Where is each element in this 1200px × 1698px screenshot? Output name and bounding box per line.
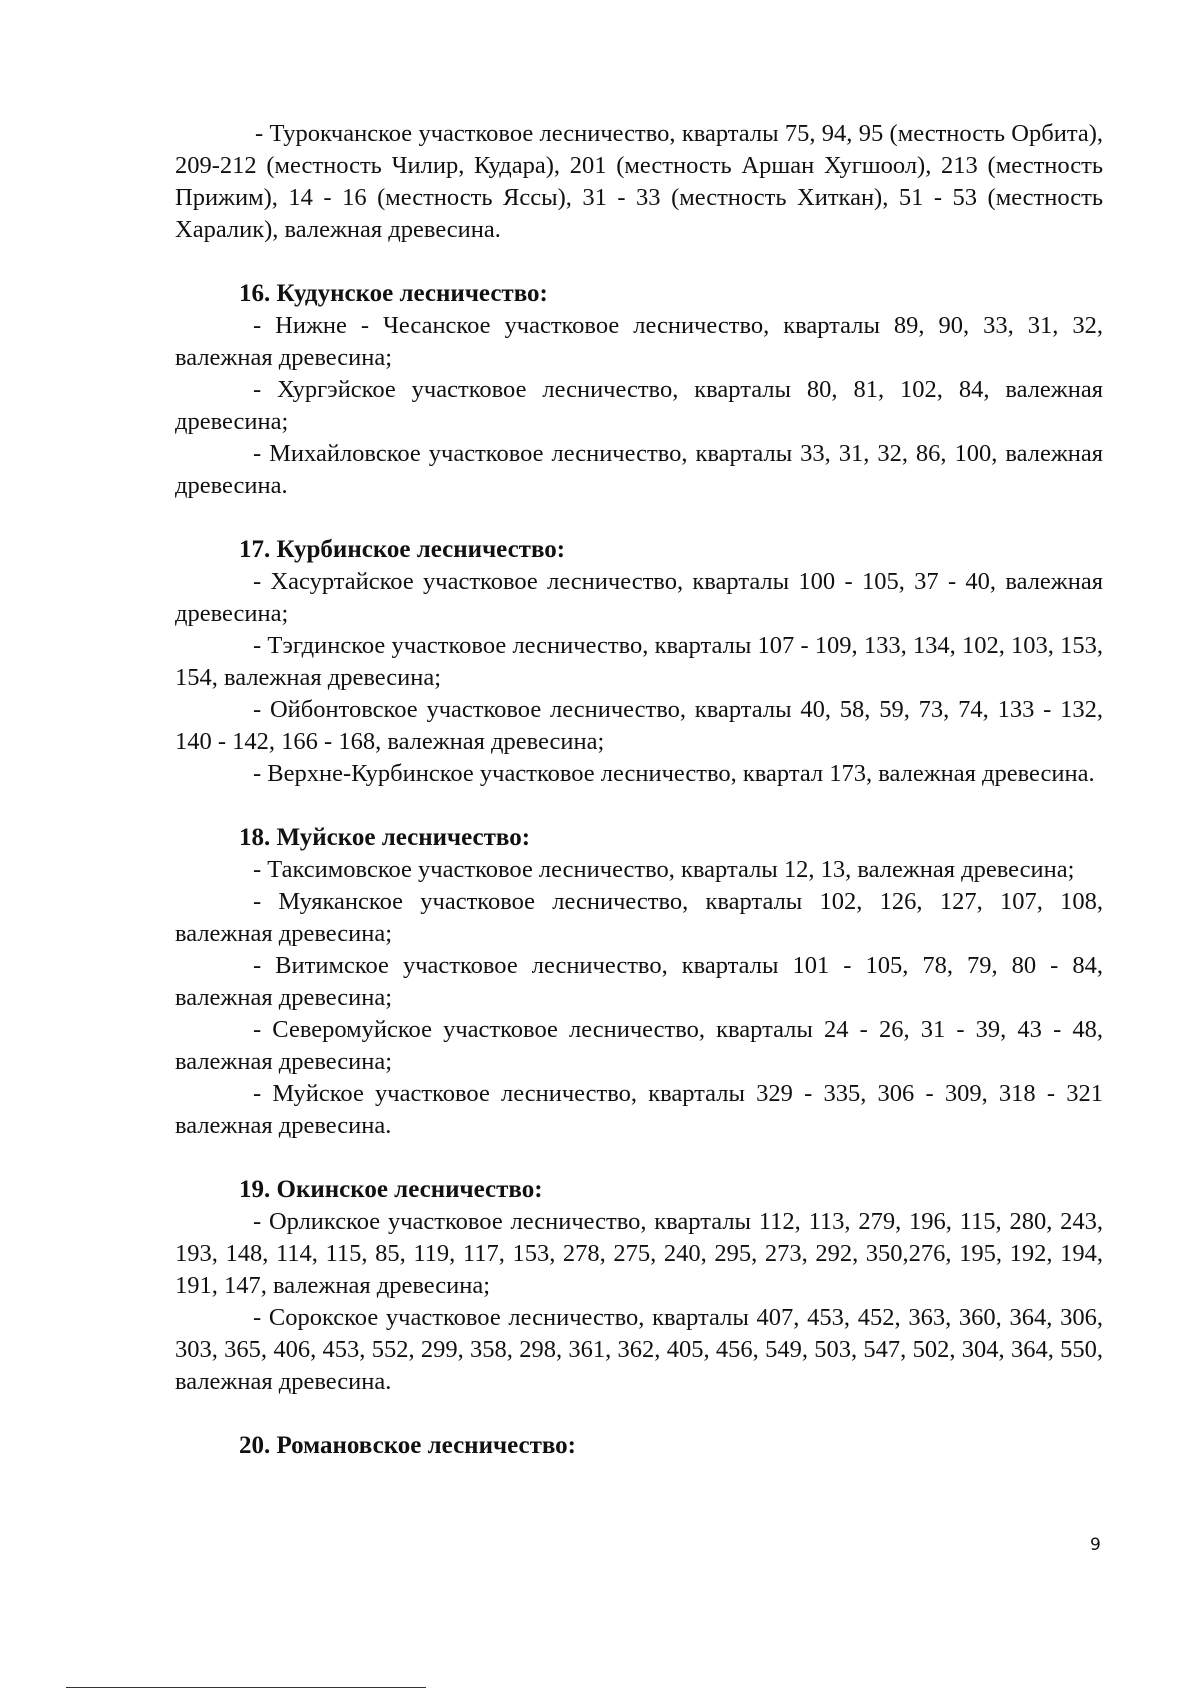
list-item: - Нижне - Чесанское участковое лесничество, кварталы 89, 90, 33, 31, 32, валежная древесина; — [175, 312, 1103, 371]
section-heading-17: 17. Курбинское лесничество: — [239, 536, 566, 563]
section-heading-16: 16. Кудунское лесничество: — [239, 280, 548, 307]
page-number: 9 — [1090, 1535, 1101, 1555]
list-item: - Хургэйское участковое лесничество, кварталы 80, 81, 102, 84, валежная древесина; — [175, 376, 1103, 435]
list-item: - Тэгдинское участковое лесничество, кварталы 107 - 109, 133, 134, 102, 103, 153, 154, валежная древесина; — [175, 632, 1103, 691]
footer-divider — [66, 1687, 426, 1688]
list-item: - Муйское участковое лесничество, кварталы 329 - 335, 306 - 309, 318 - 321 валежная древесина. — [175, 1080, 1103, 1139]
list-item: - Хасуртайское участковое лесничество, кварталы 100 - 105, 37 - 40, валежная древесина; — [175, 568, 1103, 627]
document-body — [175, 118, 1103, 1462]
list-item: - Михайловское участковое лесничество, кварталы 33, 31, 32, 86, 100, валежная древесина. — [175, 440, 1103, 499]
list-item: - Таксимовское участковое лесничество, кварталы 12, 13, валежная древесина; — [253, 856, 1075, 883]
section-heading-19: 19. Окинское лесничество: — [239, 1176, 543, 1203]
list-item: - Сорокское участковое лесничество, кварталы 407, 453, 452, 363, 360, 364, 306, 303, 365, 406, 453, 552, 299, 358, 298, 361, 362, 405, 456, 549, 503, 547, 502, 304, 364, 550, валежная древесина. — [175, 1304, 1103, 1395]
list-item: - Витимское участковое лесничество, кварталы 101 - 105, 78, 79, 80 - 84, валежная древесина; — [175, 952, 1103, 1011]
intro-paragraph: - Турокчанское участковое лесничество, кварталы 75, 94, 95 (местность Орбита), 209-212 (местность Чилир, Кудара), 201 (местность Аршан Хугшоол), 213 (местность Прижим), 14 - 16 (местность Яссы), 31 - 33 (местность Хиткан), 51 - 53 (местность Харалик), валежная древесина. — [175, 120, 1103, 243]
list-item: - Верхне-Курбинское участковое лесничество, квартал 173, валежная древесина. — [253, 760, 1095, 787]
list-item: - Ойбонтовское участковое лесничество, кварталы 40, 58, 59, 73, 74, 133 - 132, 140 - 142, 166 - 168, валежная древесина; — [175, 696, 1103, 755]
section-heading-20: 20. Романовское лесничество: — [239, 1432, 576, 1459]
section-heading-18: 18. Муйское лесничество: — [239, 824, 531, 851]
list-item: - Орликское участковое лесничество, кварталы 112, 113, 279, 196, 115, 280, 243, 193, 148, 114, 115, 85, 119, 117, 153, 278, 275, 240, 295, 273, 292, 350,276, 195, 192, 194, 191, 147, валежная древесина; — [175, 1208, 1103, 1299]
list-item: - Муяканское участковое лесничество, кварталы 102, 126, 127, 107, 108, валежная древесина; — [175, 888, 1103, 947]
list-item: - Северомуйское участковое лесничество, кварталы 24 - 26, 31 - 39, 43 - 48, валежная древесина; — [175, 1016, 1103, 1075]
